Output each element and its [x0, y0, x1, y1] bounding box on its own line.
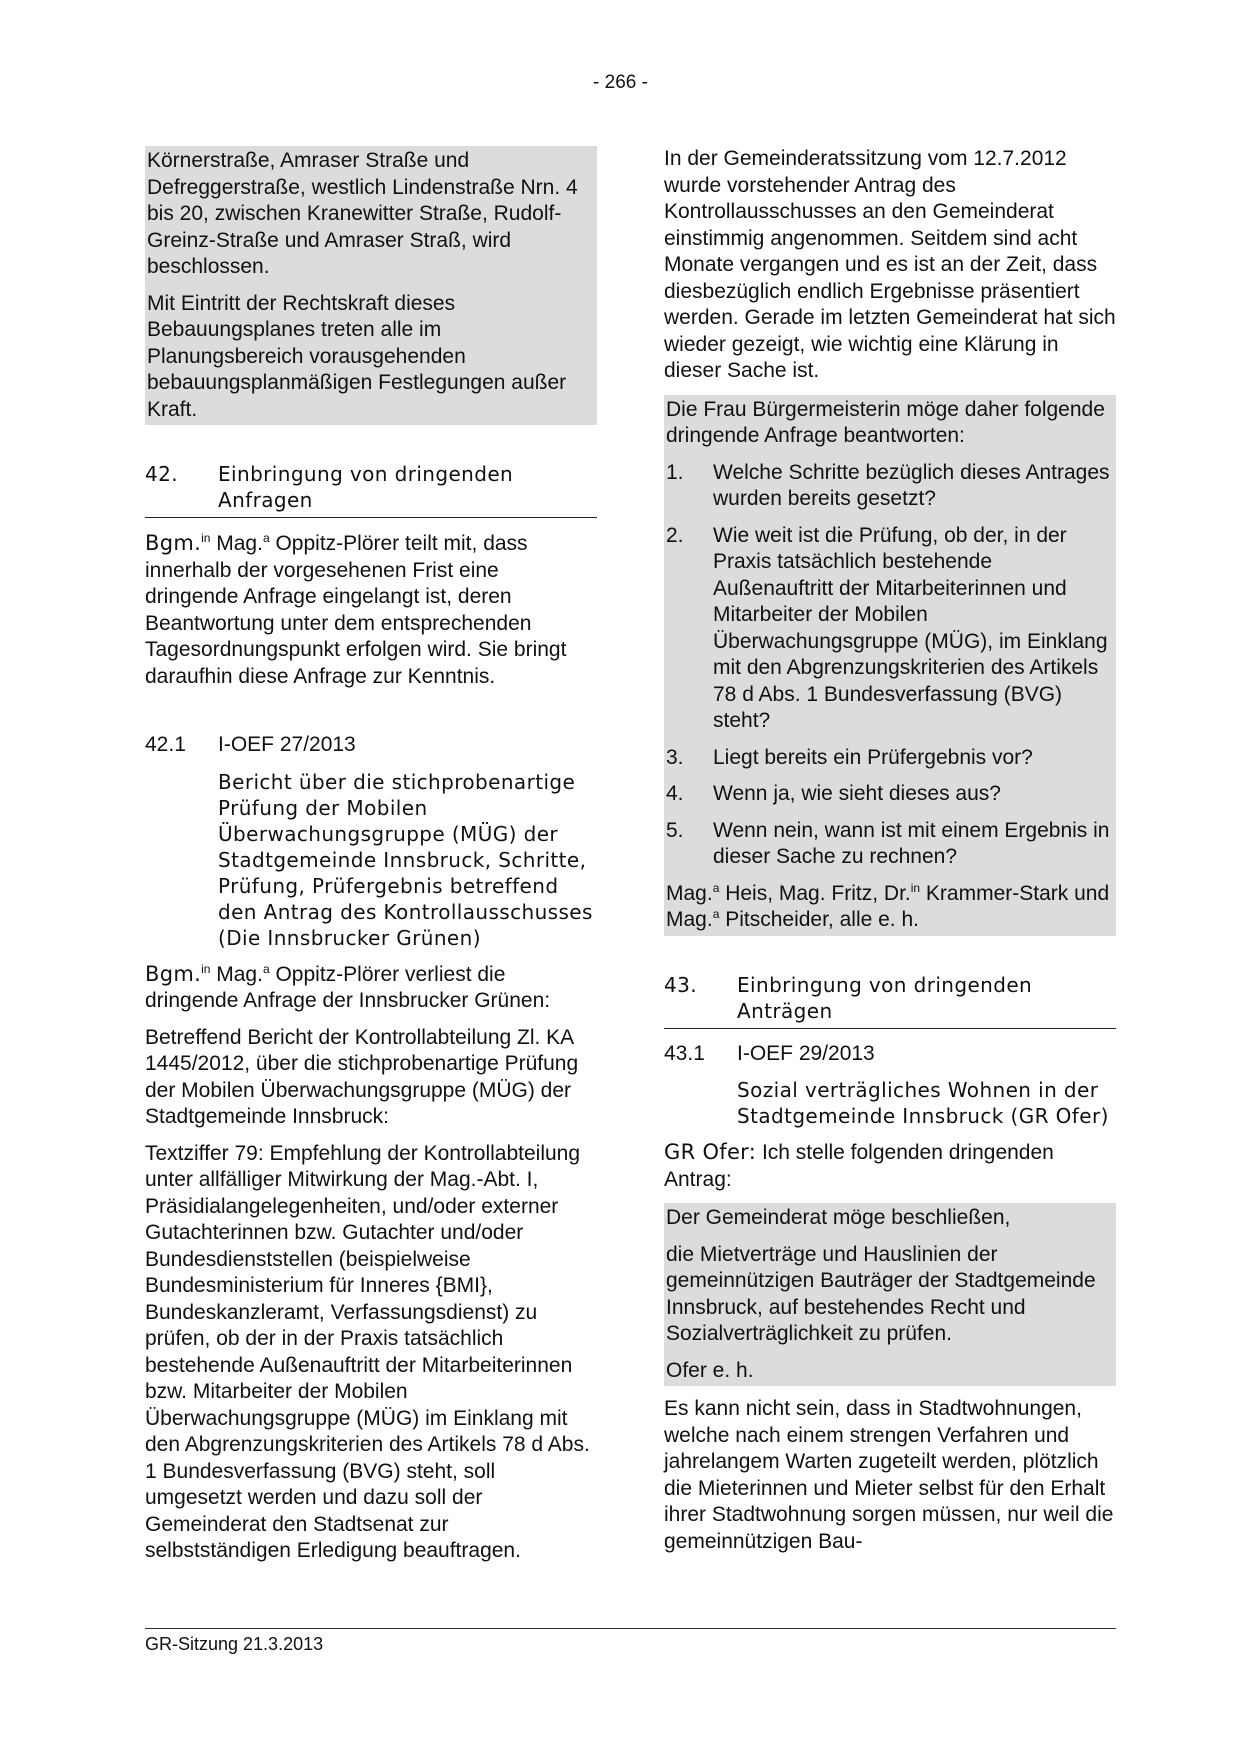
section-code: I-OEF 27/2013: [218, 733, 356, 756]
list-item: 2. Wie weit ist die Prüfung, ob der, in der Praxis tatsächlich bestehende Außenauftritt der Mitarbeiterinnen und Mitarbeiter der Mobilen Überwachungsgruppe (MÜG), im Einklang mit den Abgrenzungskriterien des Artikels 78 d Abs. 1 Bundesverfassung (BVG) steht?: [666, 523, 1108, 732]
mayor-reads-request: Bgm.$^{in}$ Mag.$^a$ Oppitz-Plörer verliest die dringende Anfrage der Innsbrucker Grünen:: [145, 961, 551, 1012]
mayor-announcement: Bgm.$^{in}$ Mag.$^a$ Oppitz-Plörer teilt mit, dass innerhalb der vorgesehenen Frist eine dringende Anfrage eingelangt ist, deren Beantwortung unter dem entsprechenden Tagesordnungspunkt erfolgen wird. Sie bringt daraufhin diese Anfrage zur Kenntnis.: [145, 531, 567, 688]
right-column: [664, 146, 1116, 1565]
councillor-statement: GR Ofer: Ich stelle folgenden dringenden Antrag:: [664, 1140, 1054, 1191]
motion-intro: Der Gemeinderat möge beschließen,: [666, 1206, 1011, 1229]
resolution-effect-text: Mit Eintritt der Rechtskraft dieses Bebauungsplanes treten alle im Planungsbereich vorausgehenden bebauungsplanmäßigen Festlegungen außer Kraft.: [147, 291, 567, 421]
list-item: 1. Welche Schritte bezüglich dieses Antrages wurden bereits gesetzt?: [666, 460, 1110, 510]
section-number: 42.1: [145, 733, 186, 756]
section-43-1-subtitle: Sozial verträgliches Wohnen in der Stadtgemeinde Innsbruck (GR Ofer): [737, 1078, 1109, 1128]
footer-session-label: GR-Sitzung 21.3.2013: [145, 1634, 324, 1654]
section-number: 42.: [145, 462, 179, 486]
section-42-1-heading: [145, 732, 597, 759]
list-item: 5. Wenn nein, wann ist mit einem Ergebnis in dieser Sache zu rechnen?: [666, 818, 1110, 868]
section-number: 43.1: [664, 1041, 705, 1065]
section-code: I-OEF 29/2013: [737, 1041, 875, 1065]
motion-justification: Es kann nicht sein, dass in Stadtwohnungen, welche nach einem strengen Verfahren und jahrelangem Warten zugeteilt werden, plötzlich die Mieterinnen und Mieter selbst für den Erhalt ihrer Stadtwohnung sorgen müssen, nur weil die gemeinnützigen Bau-: [664, 1397, 1114, 1553]
motion-signer: Ofer e. h.: [666, 1358, 754, 1382]
signers: Mag.$^a$ Heis, Mag. Fritz, Dr.$^{in}$ Krammer-Stark und Mag.$^a$ Pitscheider, alle e. h.: [666, 880, 1110, 931]
page-number: - 266 -: [593, 72, 648, 93]
resolution-text: Körnerstraße, Amraser Straße und Defreggerstraße, westlich Lindenstraße Nrn. 4 bis 20, zwischen Kranewitter Straße, Rudolf-Greinz-Straße und Amraser Straß, wird beschlossen.: [147, 149, 578, 278]
textziffer-79: Textziffer 79: Empfehlung der Kontrollabteilung unter allfälliger Mitwirkung der Mag.-Abt. I, Präsidialangelegenheiten, und/oder externer Gutachterinnen bzw. Gutachter und/oder Bundesdienststellen (beispielweise Bundesministerium für Inneres {BMI}, Bundeskanzleramt, Verfassungsdienst) zu prüfen, ob der in der Praxis tatsächlich bestehende Außenauftritt der Mitarbeiterinnen bzw. Mitarbeiter der Mobilen Überwachungsgruppe (MÜG) im Einklang mit den Abgrenzungskriterien des Artikels 78 d Abs. 1 Bundesverfassung (BVG) steht, soll umgesetzt werden und dazu soll der Gemeinderat den Stadtsenat zur selbstständigen Erledigung beauftragen.: [145, 1141, 590, 1562]
section-number: 43.: [664, 972, 698, 997]
section-43-heading: [664, 972, 1116, 1029]
council-session-text: In der Gemeinderatssitzung vom 12.7.2012 wurde vorstehender Antrag des Kontrollausschusses an den Gemeinderat einstimmig angenommen. Seitdem sind acht Monate vergangen und es ist an der Zeit, dass diesbezüglich endlich Ergebnisse präsentiert werden. Gerade im letzten Gemeinderat hat sich wieder gezeigt, wie wichtig eine Klärung in dieser Sache ist.: [664, 147, 1116, 382]
request-intro: Die Frau Bürgermeisterin möge daher folgende dringende Anfrage beantworten:: [666, 397, 1105, 447]
shaded-request-block: [664, 395, 1116, 936]
section-42-1-subtitle: Bericht über die stichprobenartige Prüfung der Mobilen Überwachungsgruppe (MÜG) der Stadtgemeinde Innsbruck, Schritte, Prüfung, Prüfergebnis betreffend den Antrag des Kontrollausschusses (Die Innsbrucker Grünen): [218, 769, 593, 950]
list-item: 4. Wenn ja, wie sieht dieses aus?: [666, 782, 1001, 805]
section-42-heading: [145, 461, 597, 518]
report-reference: Betreffend Bericht der Kontrollabteilung Zl. KA 1445/2012, über die stichprobenartige Prüfung der Mobilen Überwachungsgruppe (MÜG) der Stadtgemeinde Innsbruck:: [145, 1025, 579, 1128]
shaded-resolution-block: [145, 146, 597, 425]
shaded-motion-block: [664, 1203, 1116, 1386]
list-item: 3. Liegt bereits ein Prüfergebnis vor?: [666, 745, 1033, 769]
section-title: Einbringung von dringenden Anträgen: [737, 972, 1033, 1023]
left-column: [145, 146, 597, 1575]
section-title: Einbringung von dringenden Anfragen: [218, 462, 514, 512]
question-list: [666, 460, 1116, 871]
footer-divider: [145, 1628, 1116, 1629]
motion-text: die Mietverträge und Hauslinien der gemeinnützigen Bauträger der Stadtgemeinde Innsbruck, auf bestehendes Recht und Sozialverträglichkeit zu prüfen.: [666, 1242, 1096, 1345]
section-43-1-heading: [664, 1041, 1116, 1068]
